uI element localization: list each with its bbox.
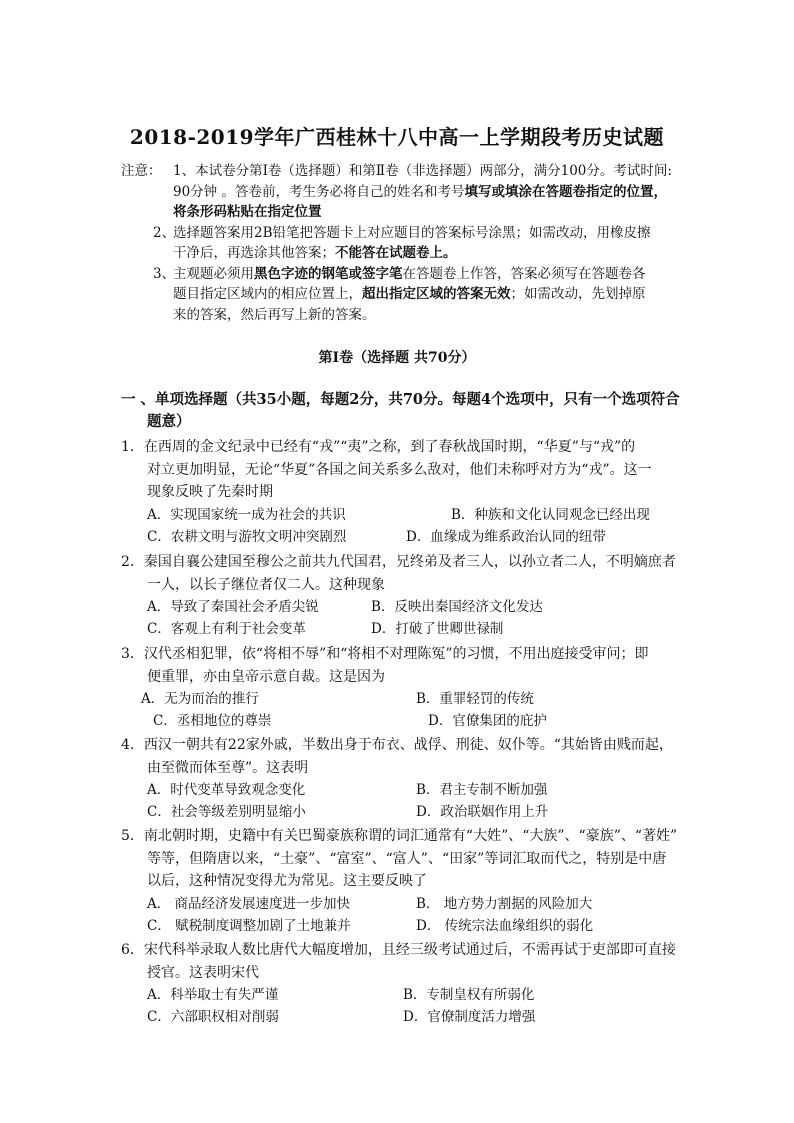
- question-stem: 授官。这表明宋代: [147, 964, 259, 981]
- option-c[interactable]: C．客观上有利于社会变革: [147, 621, 306, 637]
- question-stem: 对立更加明显，无论“华夏”各国之间关系多么敌对，他们未称呼对方为“戎”。这一: [147, 461, 652, 478]
- option-d[interactable]: D． 传统宗法血缘组织的弱化: [416, 917, 594, 934]
- question-stem: 一人，以长子继位者仅二人。这种现象: [147, 576, 385, 593]
- note-emphasis: 超出指定区域的答案无效: [362, 286, 511, 302]
- note-number: 3、: [153, 265, 176, 282]
- option-c[interactable]: C．社会等级差别明显缩小: [147, 804, 306, 820]
- option-c[interactable]: C．农耕文明与游牧文明冲突剧烈: [147, 528, 347, 545]
- note-number: 2、: [153, 224, 176, 241]
- question-stem: 5．南北朝时期，史籍中有关巴蜀豪族称谓的词汇通常有“大姓”、“大族”、“豪族”、“著姓”: [121, 828, 678, 844]
- note-3-cont: [173, 284, 681, 305]
- note-3-cont2: [173, 305, 681, 326]
- option-b[interactable]: B．种族和文化认同观念已经出现: [451, 506, 650, 523]
- question-6: [121, 939, 681, 1028]
- option-a[interactable]: A．实现国家统一成为社会的共识: [147, 506, 346, 523]
- note-1: [121, 161, 681, 182]
- question-1: [121, 436, 681, 548]
- question-stem: 6．宋代科举录取人数比唐代大幅度增加，且经三级考试通过后，不需再试于吏部即可直接: [121, 942, 676, 958]
- question-3: [121, 643, 681, 732]
- question-stem: 等等，但隋唐以来，“土豪”、“富室”、“富人”、“田家”等词汇取而代之，特别是中唐: [147, 850, 667, 867]
- note-1-cont2: [173, 202, 681, 223]
- note-3: [153, 264, 681, 285]
- question-stem: 便重罪，亦由皇帝示意自裁。这是因为: [147, 668, 385, 685]
- option-a[interactable]: A．导致了秦国社会矛盾尖锐: [147, 599, 319, 615]
- question-5: [121, 825, 681, 937]
- notes-label: 注意：: [121, 163, 162, 179]
- part-heading-line: 一 、单项选择题（共35小题，每题2分，共70分。每题4个选项中，只有一个选项符合: [121, 391, 680, 408]
- question-stem: 2．秦国自襄公建国至穆公之前共九代国君，兄终弟及者三人，以孙立者二人，不明嫡庶者: [121, 554, 676, 570]
- option-d[interactable]: D．血缘成为维系政治认同的纽带: [406, 528, 606, 545]
- note-1-cont: [173, 182, 681, 203]
- exam-title: 2018-2019学年广西桂林十八中高一上学期段考历史试题: [129, 125, 665, 149]
- option-c[interactable]: C．六部职权相对削弱: [147, 1009, 279, 1025]
- question-stem: 3．汉代丞相犯罪，依“将相不辱”和“将相不对理陈冤”的习惯，不用出庭接受审问；即: [121, 646, 649, 662]
- option-a[interactable]: A．时代变革导致观念变化: [147, 782, 306, 798]
- note-text: ；如需改动，先划掉原: [510, 286, 646, 302]
- option-b[interactable]: B．君主专制不断加强: [416, 782, 548, 798]
- option-a[interactable]: A．无为而治的推行: [141, 691, 259, 707]
- note-emphasis: 将条形码粘贴在指定位置: [173, 204, 322, 220]
- part-heading-line: 题意）: [147, 413, 191, 430]
- note-text: 在答题卷上作答，答案必须写在答题卷各: [402, 265, 646, 282]
- note-text: 主观题必须用: [173, 265, 254, 282]
- note-emphasis: 不能答在试题卷上。: [335, 245, 457, 261]
- option-d[interactable]: D．官僚集团的庇护: [428, 713, 547, 729]
- note-2-cont: [173, 243, 681, 264]
- option-d[interactable]: D．官僚制度活力增强: [403, 1009, 536, 1025]
- note-text: 选择题答案用2B铅笔把答题卡上对应题目的答案标号涂黑；如需改动，用橡皮擦: [173, 224, 651, 241]
- question-4: [121, 734, 681, 823]
- question-stem: 现象反映了先秦时期: [147, 484, 273, 500]
- note-emphasis: 填写或填涂在答题卷指定的位置，: [464, 183, 667, 200]
- exam-notes: [121, 161, 681, 325]
- section-title: 第Ⅰ卷（选择题 共70分）: [318, 350, 476, 366]
- option-d[interactable]: D．打破了世卿世禄制: [371, 621, 504, 637]
- option-b[interactable]: B．反映出秦国经济文化发达: [371, 599, 543, 615]
- note-text: 来的答案，然后再写上新的答案。: [173, 306, 376, 323]
- note-text: 题目指定区域内的相应位置上，: [173, 286, 362, 302]
- option-b[interactable]: B．专制皇权有所弱化: [403, 987, 535, 1003]
- question-stem: 4．西汉一朝共有22家外戚，半数出身于布衣、战俘、刑徒、奴仆等。“其始皆由贱而起，: [121, 737, 673, 753]
- note-2: [153, 223, 681, 244]
- option-c[interactable]: C．丞相地位的尊崇: [153, 713, 272, 729]
- note-emphasis: 黑色字迹的钢笔或签字笔: [254, 265, 403, 282]
- note-text: 90分钟 。答卷前，考生务必将自己的姓名和考号: [173, 183, 465, 200]
- option-c[interactable]: C． 赋税制度调整加剧了土地兼并: [147, 917, 351, 934]
- question-2: [121, 551, 681, 640]
- note-number: 1、: [173, 163, 196, 179]
- question-stem: 以后，这种情况变得尤为常见。这主要反映了: [147, 873, 427, 889]
- question-stem: 由至微而体至尊”。这表明: [147, 759, 309, 776]
- note-text: 干净后，再选涂其他答案；: [173, 245, 335, 261]
- question-stem: 1．在西周的金文纪录中已经有“戎”“夷”之称，到了春秋战国时期，“华夏”与“戎”的: [121, 439, 636, 455]
- option-b[interactable]: B．重罪轻罚的传统: [416, 691, 534, 707]
- option-a[interactable]: A．科举取士有失严谨: [147, 987, 279, 1003]
- option-b[interactable]: B． 地方势力割据的风险加大: [416, 895, 593, 912]
- part-heading: [121, 389, 681, 433]
- note-text: 本试卷分第Ⅰ卷（选择题）和第Ⅱ卷（非选择题）两部分，满分100分。考试时间:: [195, 163, 672, 179]
- option-a[interactable]: A． 商品经济发展速度进一步加快: [147, 895, 351, 912]
- option-d[interactable]: D．政治联姻作用上升: [416, 804, 549, 820]
